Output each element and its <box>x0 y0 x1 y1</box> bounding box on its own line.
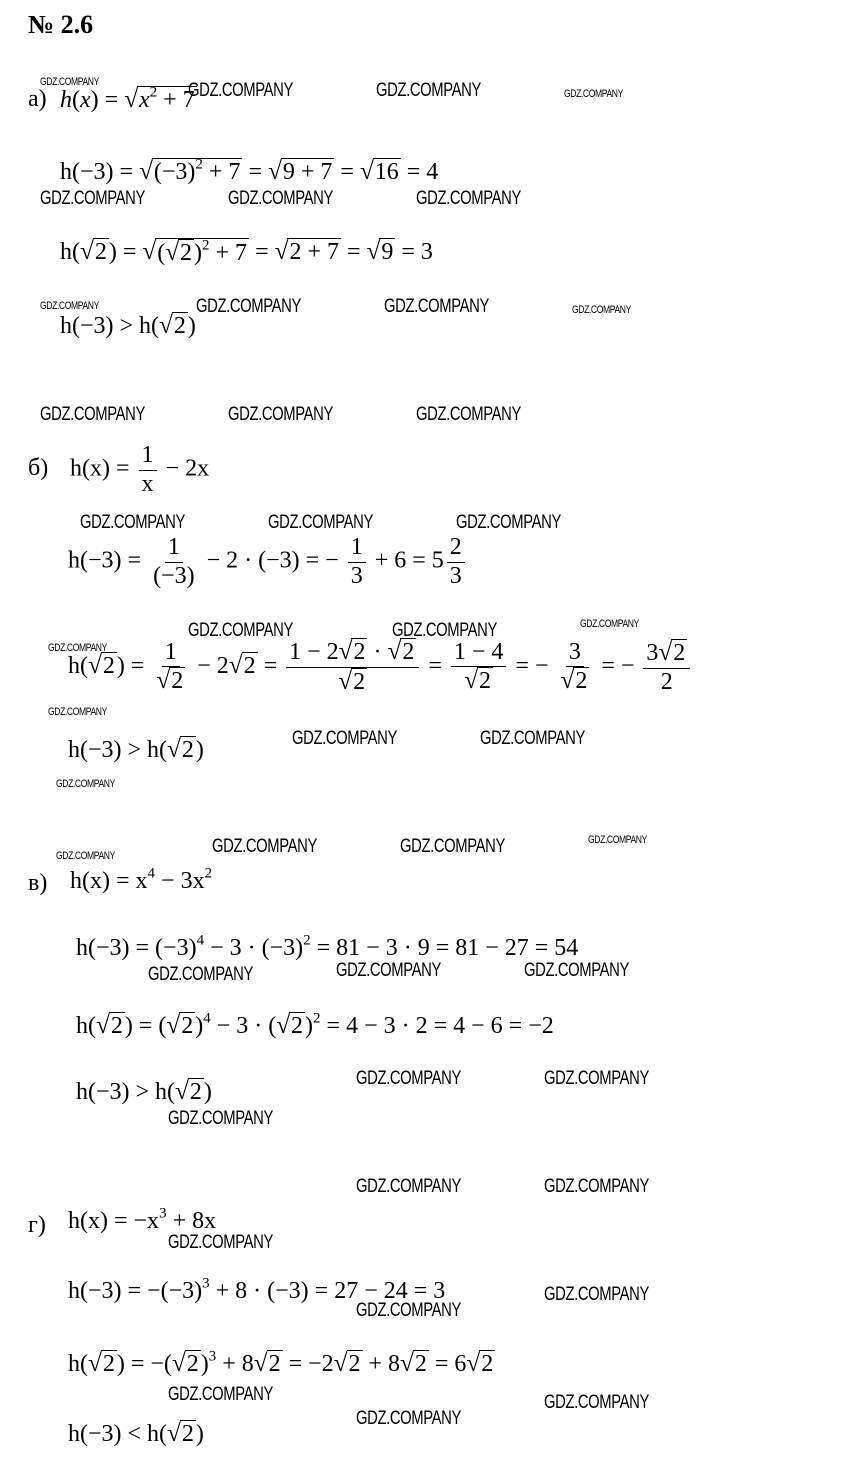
expr: = − <box>515 652 549 679</box>
sqrt-symbol: √ 2 <box>464 667 492 695</box>
func-name: h <box>60 87 72 113</box>
radicand-tail: + 7 <box>163 87 195 113</box>
watermark: GDZ.COMPANY <box>56 850 115 862</box>
cmp-lhs: h(−3) > h( <box>68 737 168 763</box>
exponent: 2 <box>195 156 203 173</box>
section-b-label: б) <box>28 455 49 481</box>
watermark: GDZ.COMPANY <box>292 728 397 749</box>
section-a-line2: h( √ 2 ) = √ ( √ 2 )$^2$ + 7 = √ 2 + 7 = √ 9 = 3 <box>60 237 433 266</box>
fraction <box>447 534 465 590</box>
watermark: GDZ.COMPANY <box>168 1384 273 1405</box>
sqrt-symbol: √ 2 <box>560 667 588 695</box>
section-b-definition <box>70 442 209 498</box>
exponent: 4 <box>147 865 156 882</box>
exponent: 2 <box>149 84 158 101</box>
watermark: GDZ.COMPANY <box>212 836 317 857</box>
sqrt-symbol: √ 2 <box>400 1350 427 1377</box>
lhs: h(x) = −x <box>68 1208 160 1234</box>
radicand: 2 <box>94 239 107 265</box>
cmp-lhs: h(−3) < h( <box>68 1421 168 1447</box>
fraction <box>643 639 690 697</box>
paren: ) <box>305 1013 314 1039</box>
denominator: 3 <box>350 562 363 589</box>
numerator: 3 <box>566 639 584 668</box>
numerator-part: 1 − 2 <box>289 639 339 665</box>
section-a-definition: h(x) = √ $x^2 + 7$ <box>60 84 195 113</box>
sqrt-symbol: √ 2 <box>167 736 194 763</box>
radicand: 2 <box>110 1013 123 1039</box>
watermark: GDZ.COMPANY <box>228 404 333 425</box>
dot: · <box>373 639 382 665</box>
rhs-tail: − 2x <box>165 455 210 482</box>
radicand: 2 <box>181 1421 194 1447</box>
radicand: 2 <box>186 1351 199 1377</box>
sqrt-symbol: √ 2 + 7 <box>274 238 339 265</box>
radicand: 16 <box>374 159 399 185</box>
radicand: 2 <box>173 313 186 339</box>
exponent: 3 <box>208 1348 217 1365</box>
cmp-close: ) <box>195 1421 204 1447</box>
exponent: 2 <box>303 932 311 949</box>
sqrt-symbol: √ 2 <box>175 1078 202 1105</box>
fraction <box>451 639 507 697</box>
watermark: GDZ.COMPANY <box>196 296 301 317</box>
fraction <box>348 534 366 590</box>
watermark: GDZ.COMPANY <box>544 1068 649 1089</box>
lhs-close: ) = <box>108 239 137 265</box>
result: = 3 <box>401 239 433 265</box>
expr: + 8 <box>222 1351 254 1377</box>
result: = 4 − 3 · 2 = 4 − 6 = −2 <box>326 1013 554 1039</box>
cmp-close: ) <box>195 737 204 763</box>
exponent: 2 <box>202 237 210 254</box>
fraction <box>150 534 198 590</box>
watermark: GDZ.COMPANY <box>268 512 373 533</box>
watermark: GDZ.COMPANY <box>168 1232 273 1253</box>
numerator: 1 <box>165 534 183 563</box>
radicand: 2 <box>348 1351 361 1377</box>
fraction <box>139 442 157 498</box>
expr: ) = ( <box>124 1013 167 1039</box>
watermark: GDZ.COMPANY <box>40 300 99 312</box>
expr: = −2 <box>288 1351 334 1377</box>
sqrt-symbol: √ 2 <box>338 667 366 695</box>
sqrt-symbol: √ 9 + 7 <box>268 158 333 185</box>
exponent: 2 <box>313 1010 321 1027</box>
exponent: 4 <box>196 932 205 949</box>
sqrt-symbol: √ 2 <box>80 238 107 265</box>
lhs-close: ) = <box>116 652 145 679</box>
watermark: GDZ.COMPANY <box>40 188 145 209</box>
radicand: 2 <box>353 639 366 665</box>
watermark: GDZ.COMPANY <box>188 620 293 641</box>
sqrt-symbol: √ 2 <box>166 1012 194 1039</box>
expr: + 6 = 5 <box>374 547 444 574</box>
equals: = <box>263 652 278 679</box>
section-v-definition <box>70 865 213 895</box>
lhs: h(−3) = <box>60 159 134 185</box>
cmp-close: ) <box>203 1079 212 1105</box>
radicand: 2 <box>673 639 686 666</box>
section-v-line2 <box>76 1012 554 1040</box>
sqrt-symbol: √ 2 <box>159 312 186 339</box>
sqrt-symbol: √ ( √ 2 )$^2$ + 7 <box>142 237 248 266</box>
sqrt-symbol: √ 2 <box>658 638 686 666</box>
watermark: GDZ.COMPANY <box>336 960 441 981</box>
exponent: 2 <box>204 865 213 882</box>
exponent: 4 <box>203 1010 211 1027</box>
radicand: 2 <box>171 668 184 695</box>
sqrt-symbol: √ 2 <box>88 651 115 679</box>
watermark: GDZ.COMPANY <box>416 404 521 425</box>
func-var: x <box>80 87 91 113</box>
lhs-open: h( <box>68 652 88 679</box>
sqrt-symbol: √ 2 <box>387 638 415 665</box>
radicand: 2 <box>291 1013 304 1039</box>
section-g-label: г) <box>28 1212 46 1238</box>
expr: ) = −( <box>116 1351 172 1377</box>
watermark: GDZ.COMPANY <box>588 834 647 846</box>
watermark: GDZ.COMPANY <box>400 836 505 857</box>
section-b-comparison <box>68 736 204 764</box>
result: + 8 · (−3) = 27 − 24 = 3 <box>215 1278 446 1304</box>
paren: ) <box>200 1351 209 1377</box>
sqrt-symbol: √ 2 <box>228 651 256 679</box>
watermark: GDZ.COMPANY <box>572 304 631 316</box>
sqrt-symbol: √ 2 <box>88 1350 115 1377</box>
watermark: GDZ.COMPANY <box>48 706 107 718</box>
expr: = − <box>601 652 635 679</box>
lhs-open: h( <box>68 1351 88 1377</box>
radicand: 2 <box>180 240 193 266</box>
lhs-open: h( <box>76 1013 96 1039</box>
watermark: GDZ.COMPANY <box>376 80 481 101</box>
radicand: 2 <box>181 737 194 763</box>
watermark: GDZ.COMPANY <box>544 1284 649 1305</box>
fraction <box>557 639 592 697</box>
sqrt-symbol: √ 2 <box>167 1420 194 1447</box>
expr: = 6 <box>434 1351 467 1377</box>
watermark: GDZ.COMPANY <box>188 80 293 101</box>
watermark: GDZ.COMPANY <box>356 1176 461 1197</box>
radicand: 2 <box>481 1351 494 1377</box>
radicand-tail: + 7 <box>208 159 241 185</box>
lhs: h(−3) = (−3) <box>76 935 197 961</box>
section-a-comparison <box>60 312 196 340</box>
result: = 81 − 3 · 9 = 81 − 27 = 54 <box>316 935 579 961</box>
radicand-tail: + 7 <box>215 240 248 266</box>
radicand-var: x <box>139 87 150 113</box>
section-v-comparison <box>76 1078 212 1106</box>
radicand: 2 + 7 <box>289 239 339 265</box>
sqrt-symbol: √ 2 <box>156 667 184 695</box>
denominator: x <box>141 470 154 497</box>
radicand: 2 <box>102 652 115 679</box>
sqrt-symbol: √ 2 <box>253 1350 281 1377</box>
sqrt-symbol: √ $(-3)^2 + 7$ <box>139 156 241 185</box>
section-v-label: в) <box>28 870 48 896</box>
radicand: 9 + 7 <box>282 159 333 185</box>
sqrt-symbol: √ 2 <box>165 239 193 266</box>
watermark: GDZ.COMPANY <box>544 1392 649 1413</box>
numerator: 1 <box>348 534 366 563</box>
watermark: GDZ.COMPANY <box>356 1300 461 1321</box>
sqrt-symbol: √ 2 <box>276 1012 304 1039</box>
lhs: h(−3) = −(−3) <box>68 1278 203 1304</box>
denominator: 3 <box>449 562 462 589</box>
watermark: GDZ.COMPANY <box>228 188 333 209</box>
watermark: GDZ.COMPANY <box>564 88 623 100</box>
lhs: h(−3) = <box>68 547 142 574</box>
section-g-comparison <box>68 1420 204 1448</box>
radicand: 2 <box>243 652 256 679</box>
paren: ) <box>195 1013 204 1039</box>
watermark: GDZ.COMPANY <box>392 620 497 641</box>
numerator: 1 − 4 <box>451 639 507 668</box>
cmp-close: ) <box>187 313 196 339</box>
cmp-lhs: h(−3) > h( <box>76 1079 176 1105</box>
watermark: GDZ.COMPANY <box>544 1176 649 1197</box>
radicand: 2 <box>402 639 415 665</box>
problem-title: № 2.6 <box>28 10 94 39</box>
numerator-part: 3 <box>646 639 659 666</box>
rhs-tail: − 3x <box>161 868 205 894</box>
watermark: GDZ.COMPANY <box>456 512 561 533</box>
watermark: GDZ.COMPANY <box>40 404 145 425</box>
numerator: 1 <box>162 639 180 668</box>
radicand: 2 <box>479 668 492 695</box>
result: = 4 <box>406 159 439 185</box>
radicand: 2 <box>189 1079 202 1105</box>
sqrt-symbol: √ 2 <box>96 1012 123 1039</box>
watermark: GDZ.COMPANY <box>384 296 489 317</box>
expr: − 2 · (−3) = − <box>206 547 339 574</box>
sqrt-symbol: √ 2 <box>338 638 366 665</box>
fraction <box>286 638 419 697</box>
radicand: 2 <box>575 668 588 695</box>
watermark: GDZ.COMPANY <box>168 1108 273 1129</box>
section-b-line2: h( √ 2 ) = 1 √ 2 − 2 √ 2 = 1 − 2 √ 2 · √ 2 √ 2 = 1 − 4 √ 2 = − 3 √ 2 = − 3 √ 2 2 <box>68 638 693 697</box>
section-a-label: а) <box>28 86 47 112</box>
sqrt-symbol: √ 2 <box>466 1350 494 1377</box>
watermark: GDZ.COMPANY <box>148 964 253 985</box>
lhs-open: h( <box>60 239 80 265</box>
sqrt-symbol: √ 2 <box>171 1350 199 1377</box>
rhs-tail: + 8x <box>172 1208 217 1234</box>
watermark: GDZ.COMPANY <box>48 642 107 654</box>
sqrt-symbol: √ 2 <box>333 1350 361 1377</box>
radicand: 2 <box>353 668 366 695</box>
section-v-line1 <box>76 932 579 962</box>
expr: − 3 · ( <box>216 1013 277 1039</box>
section-g-definition <box>68 1205 217 1235</box>
lhs: h(x) = x <box>70 868 148 894</box>
sqrt-symbol: √ 16 <box>359 158 399 185</box>
watermark: GDZ.COMPANY <box>416 188 521 209</box>
numerator: 2 <box>447 534 465 563</box>
exponent: 3 <box>202 1275 210 1292</box>
sqrt-symbol: √ 9 <box>366 238 394 265</box>
sqrt-symbol: √ $x^2 + 7$ <box>124 84 195 113</box>
lhs: h(x) = <box>70 455 130 482</box>
radicand: 2 <box>102 1351 115 1377</box>
section-b-line1 <box>68 534 468 590</box>
radicand: 2 <box>414 1351 427 1377</box>
watermark: GDZ.COMPANY <box>80 512 185 533</box>
denominator: 2 <box>660 668 673 695</box>
section-a-line1: h(−3) = √ $(-3)^2 + 7$ = √ 9 + 7 = √ 16 = 4 <box>60 156 439 185</box>
numerator: 1 <box>139 442 157 471</box>
fraction <box>153 639 188 697</box>
watermark: GDZ.COMPANY <box>40 76 99 88</box>
watermark: GDZ.COMPANY <box>524 960 629 981</box>
expr: − 2 <box>197 652 229 679</box>
radicand: (−3) <box>153 159 196 185</box>
watermark: GDZ.COMPANY <box>356 1068 461 1089</box>
watermark: GDZ.COMPANY <box>480 728 585 749</box>
watermark: GDZ.COMPANY <box>356 1408 461 1429</box>
cmp-lhs: h(−3) > h( <box>60 313 160 339</box>
radicand: 9 <box>381 239 394 265</box>
expr: + 8 <box>368 1351 401 1377</box>
expr: − 3 · (−3) <box>210 935 304 961</box>
section-g-line2 <box>68 1350 495 1378</box>
denominator: (−3) <box>153 562 195 589</box>
watermark: GDZ.COMPANY <box>580 618 639 630</box>
exponent: 3 <box>159 1205 167 1222</box>
radicand: 2 <box>268 1351 281 1377</box>
radicand: 2 <box>181 1013 194 1039</box>
watermark: GDZ.COMPANY <box>56 778 115 790</box>
